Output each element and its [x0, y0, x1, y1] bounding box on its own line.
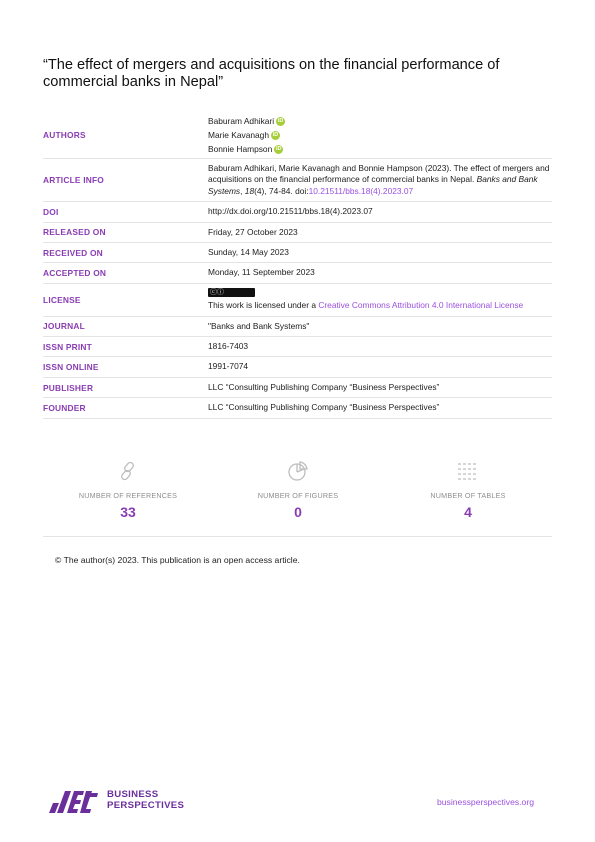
issn-print-row: [43, 337, 552, 357]
logo-wordmark[interactable]: BUSINESS PERSPECTIVES: [107, 789, 185, 811]
journal-value: "Banks and Bank Systems": [208, 320, 310, 331]
accepted-value: Monday, 11 September 2023: [208, 267, 315, 278]
journal-label: JOURNAL: [43, 321, 85, 332]
issn-online-value: 1991-7074: [208, 361, 249, 372]
article-info-label: ARTICLE INFO: [43, 175, 105, 186]
tables-count: 4: [464, 504, 472, 520]
received-value: Sunday, 14 May 2023: [208, 247, 289, 258]
journal-row: [43, 317, 552, 337]
license-text: This work is licensed under a Creative Commons Attribution 4.0 International License: [208, 300, 524, 311]
issn-print-value: 1816-7403: [208, 341, 249, 352]
accepted-label: ACCEPTED ON: [43, 268, 107, 279]
references-count: 33: [120, 504, 136, 520]
license-label: LICENSE: [43, 294, 81, 305]
cc-by-icon[interactable]: ⓒⓘ: [208, 288, 255, 297]
issn-online-label: ISSN ONLINE: [43, 362, 99, 373]
tables-label: NUMBER OF TABLES: [430, 491, 506, 500]
table-icon: [457, 460, 479, 482]
released-row: [43, 223, 552, 243]
tables-stat: [383, 460, 553, 520]
article-info-row: [43, 159, 552, 202]
publisher-value: LLC “Consulting Publishing Company “Business Perspectives”: [208, 381, 440, 392]
received-row: [43, 243, 552, 263]
metadata-table: [43, 112, 552, 419]
references-label: NUMBER OF REFERENCES: [78, 491, 178, 500]
founder-value: LLC “Consulting Publishing Company “Business Perspectives”: [208, 402, 440, 413]
website-link[interactable]: businessperspectives.org: [437, 797, 534, 807]
doi-link[interactable]: 10.21511/bbs.18(4).2023.07: [308, 185, 414, 196]
founder-row: [43, 398, 552, 418]
figures-stat: [213, 460, 383, 520]
publisher-row: [43, 378, 552, 398]
publisher-label: PUBLISHER: [43, 382, 94, 393]
citation-text: Baburam Adhikari, Marie Kavanagh and Bonnie Hampson (2023). The effect of mergers and acquisitions on the financial performance of commercial banks in Nepal. Banks and Bank Systems, 18(4), 74-84. doi:10.21511/bbs.18(4).2023.07: [208, 163, 550, 196]
released-label: RELEASED ON: [43, 227, 106, 238]
doi-value[interactable]: http://dx.doi.org/10.21511/bbs.18(4).2023.07: [208, 206, 373, 217]
license-link[interactable]: Creative Commons Attribution 4.0 International License: [318, 300, 524, 311]
authors-label: AUTHORS: [43, 130, 86, 140]
copyright-notice: © The author(s) 2023. This publication is an open access article.: [55, 555, 300, 565]
link-icon: [117, 460, 139, 482]
accepted-row: [43, 263, 552, 283]
issn-print-label: ISSN PRINT: [43, 341, 92, 352]
orcid-icon[interactable]: iD: [276, 146, 282, 153]
author-name: Marie Kavanagh iD: [208, 130, 279, 140]
doi-label: DOI: [43, 206, 59, 217]
founder-label: FOUNDER: [43, 402, 86, 413]
orcid-icon[interactable]: iD: [272, 132, 279, 139]
business-perspectives-logo-icon[interactable]: [49, 787, 99, 815]
article-title: “The effect of mergers and acquisitions on the financial performance of commercial banks in Nepal”: [43, 57, 500, 90]
received-label: RECEIVED ON: [43, 247, 103, 258]
license-row: [43, 284, 552, 317]
author-name: Baburam Adhikari iD: [208, 116, 284, 126]
authors-row: [43, 112, 552, 159]
figures-label: NUMBER OF FIGURES: [257, 491, 339, 500]
article-stats: [43, 460, 552, 537]
pie-chart-icon: [287, 460, 309, 482]
figures-count: 0: [294, 504, 302, 520]
orcid-icon[interactable]: iD: [277, 118, 284, 125]
released-value: Friday, 27 October 2023: [208, 226, 298, 237]
references-stat: [43, 460, 213, 520]
issn-online-row: [43, 357, 552, 377]
author-name: Bonnie Hampson iD: [208, 144, 282, 154]
doi-row: [43, 202, 552, 222]
